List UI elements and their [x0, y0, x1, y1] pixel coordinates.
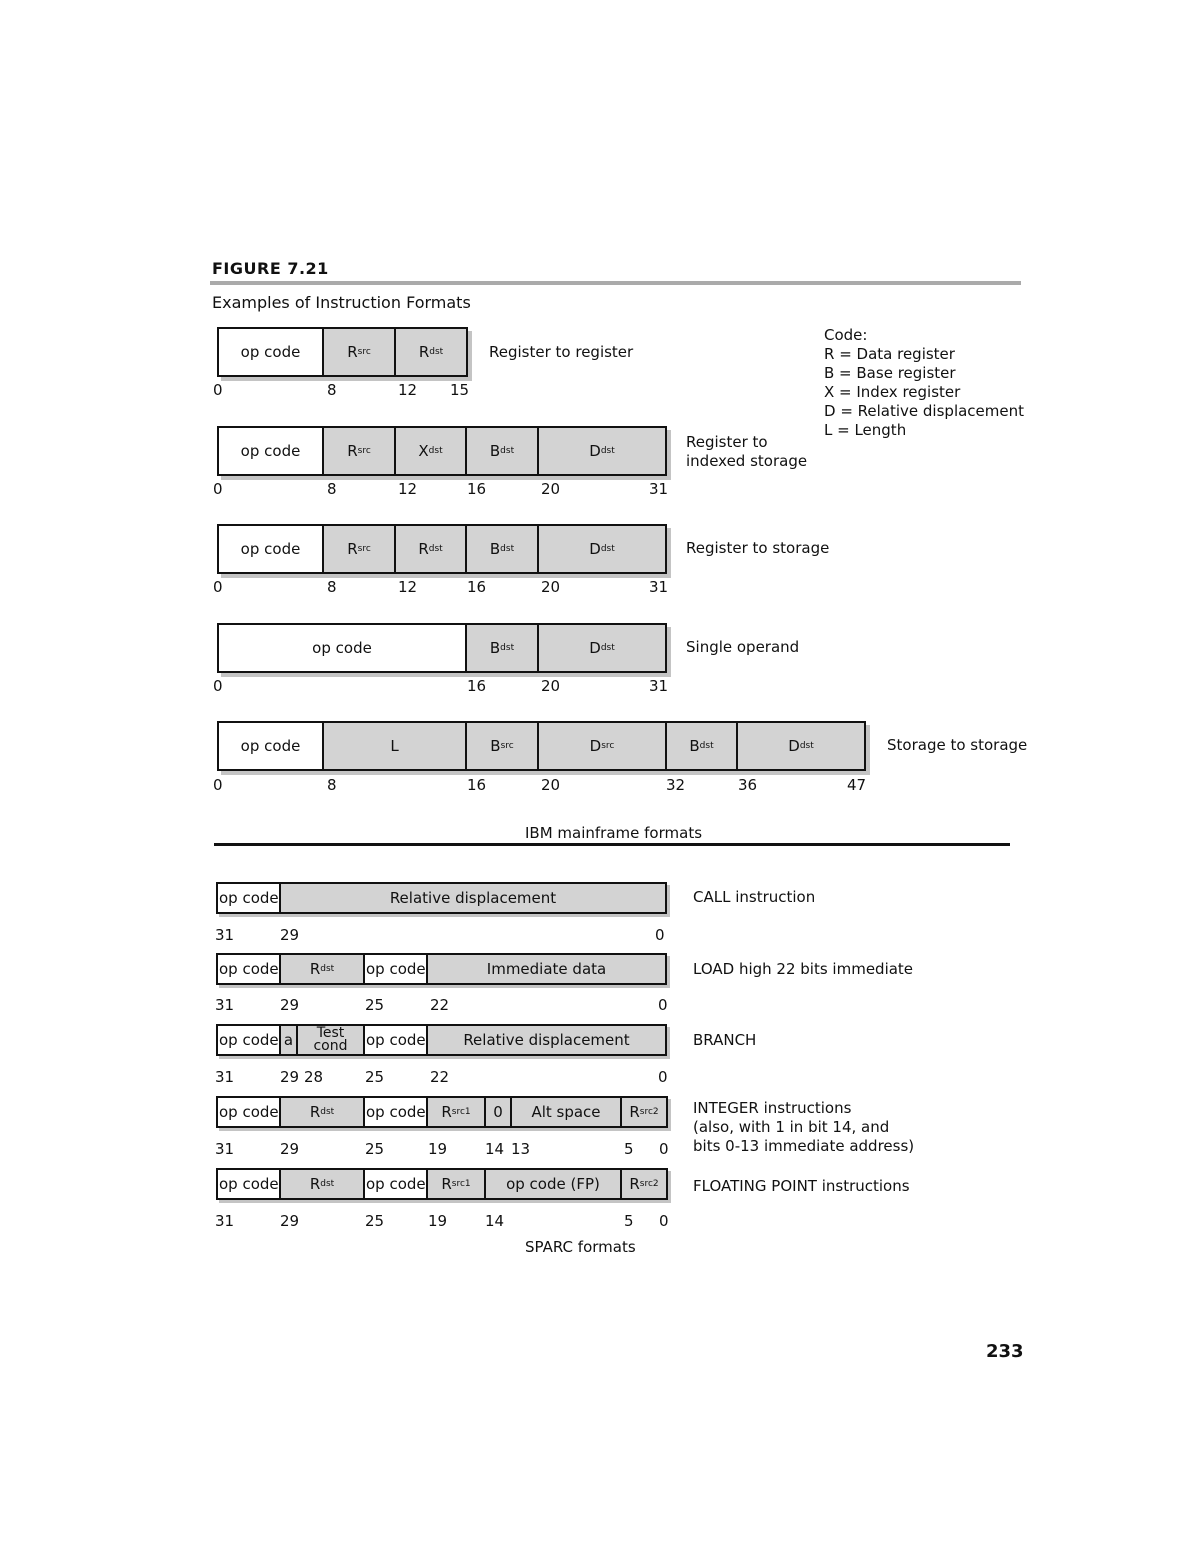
field-label: op code	[240, 342, 301, 361]
instruction-field	[363, 953, 428, 985]
instruction-field	[484, 1096, 512, 1128]
instruction-field	[537, 623, 667, 673]
instruction-field	[279, 1096, 365, 1128]
legend-item: B = Base register	[824, 364, 956, 382]
field-label: R	[347, 441, 358, 460]
field-shadow	[866, 725, 870, 775]
field-shadow	[667, 430, 671, 480]
legend-item: L = Length	[824, 421, 907, 439]
field-subscript: dst	[428, 445, 443, 456]
instruction-field	[736, 721, 866, 771]
instruction-format	[217, 327, 468, 377]
field-label: op code (FP)	[506, 1174, 600, 1193]
bit-number: 29	[280, 1212, 300, 1230]
field-subscript: dst	[600, 445, 615, 456]
bit-number: 5	[624, 1140, 634, 1158]
field-subscript: dst	[799, 740, 814, 751]
bit-number: 19	[428, 1212, 448, 1230]
field-shadow	[221, 574, 671, 578]
instruction-format	[216, 1096, 668, 1128]
instruction-format	[216, 1024, 667, 1056]
field-label: D	[589, 736, 602, 755]
instruction-field	[217, 426, 324, 476]
format-description: Register to storage	[686, 539, 830, 557]
format-description: Register to indexed storage	[686, 433, 808, 470]
bit-number: 32	[666, 776, 686, 794]
field-shadow	[667, 627, 671, 677]
instruction-field	[279, 953, 365, 985]
bit-number: 14	[485, 1140, 505, 1158]
field-label: op code	[219, 1030, 279, 1049]
field-subscript: dst	[320, 963, 335, 974]
field-label: 0	[493, 1102, 503, 1121]
field-shadow	[219, 985, 670, 988]
field-shadow	[219, 1056, 670, 1059]
field-label: D	[788, 736, 800, 755]
field-label: R	[629, 1174, 640, 1193]
field-subscript: dst	[500, 642, 515, 653]
field-label: B	[489, 441, 501, 460]
instruction-field	[426, 953, 667, 985]
field-label: B	[489, 539, 501, 558]
bit-number: 12	[398, 480, 418, 498]
field-label: D	[589, 638, 601, 657]
instruction-field	[363, 1024, 428, 1056]
bit-number: 31	[215, 1068, 235, 1086]
figure-header-rule	[210, 281, 1021, 285]
bit-number: 0	[213, 677, 223, 695]
bit-number: 16	[467, 677, 487, 695]
bit-number: 0	[658, 1068, 668, 1086]
bit-number: 5	[624, 1212, 634, 1230]
bit-number: 29	[280, 996, 300, 1014]
page-number: 233	[986, 1341, 1024, 1362]
field-subscript: src2	[639, 1106, 659, 1117]
instruction-field	[322, 426, 396, 476]
instruction-field	[394, 426, 467, 476]
field-subscript: src	[357, 346, 371, 357]
field-shadow	[221, 377, 472, 381]
field-label: Test cond	[313, 1025, 348, 1054]
field-subscript: dst	[500, 445, 515, 456]
field-subscript: src	[500, 740, 514, 751]
figure-label: FIGURE 7.21	[212, 259, 329, 278]
field-subscript: src2	[639, 1178, 659, 1189]
legend-item: D = Relative displacement	[824, 402, 1025, 420]
instruction-field	[426, 1024, 667, 1056]
field-subscript: dst	[500, 543, 515, 554]
bit-number: 28	[304, 1068, 324, 1086]
bit-number: 31	[649, 578, 669, 596]
instruction-field	[465, 524, 539, 574]
field-shadow	[219, 914, 670, 917]
legend-item: R = Data register	[824, 345, 955, 363]
instruction-field	[279, 1168, 365, 1200]
bit-number: 0	[658, 996, 668, 1014]
field-subscript: dst	[699, 740, 714, 751]
instruction-field	[465, 623, 539, 673]
bit-number: 13	[511, 1140, 531, 1158]
instruction-field	[322, 721, 467, 771]
bit-number: 16	[467, 480, 487, 498]
bit-number: 29	[280, 1140, 300, 1158]
bit-number: 20	[541, 677, 561, 695]
field-label: op code	[366, 1174, 426, 1193]
instruction-format	[217, 524, 667, 574]
ibm-group-rule	[214, 843, 1010, 846]
field-label: R	[418, 342, 430, 361]
instruction-field	[537, 524, 667, 574]
legend-title: Code:	[824, 326, 868, 344]
field-shadow	[219, 1200, 671, 1203]
field-label: Alt space	[531, 1102, 601, 1121]
instruction-field	[322, 524, 396, 574]
instruction-format	[216, 882, 667, 914]
bit-number: 25	[365, 996, 385, 1014]
bit-number: 25	[365, 1140, 385, 1158]
instruction-format	[217, 623, 667, 673]
format-description: Storage to storage	[887, 736, 1028, 754]
field-label: X	[418, 441, 429, 460]
field-label: op code	[219, 959, 279, 978]
field-label: R	[441, 1102, 452, 1121]
field-label: D	[589, 441, 601, 460]
field-subscript: src	[357, 543, 371, 554]
bit-number: 22	[430, 996, 450, 1014]
field-subscript: dst	[428, 543, 443, 554]
bit-number: 31	[649, 480, 669, 498]
field-subscript: src1	[451, 1178, 471, 1189]
figure-caption: Examples of Instruction Formats	[212, 293, 471, 312]
field-label: op code	[366, 959, 426, 978]
field-label: Relative displacement	[463, 1030, 630, 1049]
field-label: op code	[219, 888, 279, 907]
field-shadow	[668, 1099, 671, 1131]
instruction-format	[216, 1168, 668, 1200]
instruction-field	[465, 721, 539, 771]
format-description: LOAD high 22 bits immediate	[693, 960, 914, 978]
bit-number: 16	[467, 578, 487, 596]
field-label: Immediate data	[486, 959, 607, 978]
instruction-field	[426, 1096, 486, 1128]
instruction-field	[217, 524, 324, 574]
bit-number: 0	[213, 480, 223, 498]
field-label: R	[347, 539, 358, 558]
field-label: R	[309, 1102, 321, 1121]
instruction-field	[394, 327, 468, 377]
bit-number: 8	[327, 480, 337, 498]
bit-number: 12	[398, 578, 418, 596]
bit-number: 16	[467, 776, 487, 794]
bit-number: 25	[365, 1212, 385, 1230]
instruction-format	[216, 953, 667, 985]
field-shadow	[221, 476, 671, 480]
bit-number: 31	[649, 677, 669, 695]
field-label: op code	[366, 1102, 426, 1121]
bit-number: 29	[280, 1068, 300, 1086]
instruction-field	[465, 426, 539, 476]
format-description: FLOATING POINT instructions	[693, 1177, 910, 1195]
bit-number: 20	[541, 480, 561, 498]
field-label: op code	[240, 441, 301, 460]
field-label: Relative displacement	[389, 888, 557, 907]
sparc-group-title: SPARC formats	[525, 1238, 636, 1256]
field-subscript: src	[357, 445, 371, 456]
field-label: R	[418, 539, 429, 558]
field-label: B	[689, 736, 700, 755]
bit-number: 15	[450, 381, 470, 399]
bit-number: 20	[541, 776, 561, 794]
bit-number: 12	[398, 381, 418, 399]
format-description: Single operand	[686, 638, 800, 656]
field-label: op code	[240, 736, 301, 755]
instruction-field	[363, 1096, 428, 1128]
format-description: BRANCH	[693, 1031, 757, 1049]
bit-number: 22	[430, 1068, 450, 1086]
format-description: INTEGER instructions (also, with 1 in bit 14, and bits 0-13 immediate address)	[693, 1099, 915, 1155]
ibm-group-title: IBM mainframe formats	[525, 824, 703, 842]
field-shadow	[668, 1171, 671, 1203]
instruction-field	[216, 882, 281, 914]
field-subscript: dst	[320, 1106, 335, 1117]
instruction-field	[279, 882, 667, 914]
field-label: op code	[240, 539, 301, 558]
instruction-field	[394, 524, 467, 574]
bit-number: 8	[327, 578, 337, 596]
instruction-field	[363, 1168, 428, 1200]
bit-number: 20	[541, 578, 561, 596]
bit-number: 31	[215, 1212, 235, 1230]
field-label: op code	[219, 1102, 279, 1121]
instruction-field	[665, 721, 738, 771]
bit-number: 36	[738, 776, 758, 794]
bit-number: 19	[428, 1140, 448, 1158]
bit-number: 0	[213, 381, 223, 399]
instruction-field	[322, 327, 396, 377]
bit-number: 31	[215, 996, 235, 1014]
bit-number: 0	[213, 776, 223, 794]
instruction-format	[217, 426, 667, 476]
field-label: R	[309, 959, 321, 978]
instruction-field	[426, 1168, 486, 1200]
field-label: B	[490, 736, 501, 755]
field-label: a	[283, 1030, 294, 1049]
bit-number: 31	[215, 1140, 235, 1158]
field-label: R	[629, 1102, 640, 1121]
field-label: L	[390, 736, 399, 755]
instruction-field	[296, 1024, 365, 1056]
field-label: R	[309, 1174, 321, 1193]
bit-number: 14	[485, 1212, 505, 1230]
field-label: B	[489, 638, 501, 657]
field-label: R	[441, 1174, 452, 1193]
field-shadow	[221, 771, 870, 775]
instruction-field	[620, 1168, 668, 1200]
legend-item: X = Index register	[824, 383, 961, 401]
field-label: op code	[366, 1030, 426, 1049]
field-shadow	[219, 1128, 671, 1131]
instruction-field	[484, 1168, 622, 1200]
bit-number: 8	[327, 776, 337, 794]
field-shadow	[667, 528, 671, 578]
instruction-field	[620, 1096, 668, 1128]
instruction-format	[217, 721, 866, 771]
field-shadow	[468, 331, 472, 381]
format-description: Register to register	[489, 343, 634, 361]
field-subscript: dst	[600, 543, 615, 554]
format-description: CALL instruction	[693, 888, 816, 906]
instruction-field	[217, 327, 324, 377]
instruction-field	[537, 721, 667, 771]
field-shadow	[667, 1027, 670, 1059]
field-label: R	[347, 342, 358, 361]
bit-number: 8	[327, 381, 337, 399]
instruction-field	[510, 1096, 622, 1128]
field-subscript: dst	[600, 642, 615, 653]
instruction-field	[217, 623, 467, 673]
code-legend	[824, 326, 1024, 440]
field-label: D	[589, 539, 601, 558]
instruction-field	[216, 1096, 281, 1128]
field-shadow	[667, 956, 670, 988]
field-subscript: dst	[320, 1178, 335, 1189]
bit-number: 29	[280, 926, 300, 944]
instruction-field	[216, 953, 281, 985]
field-label: op code	[219, 1174, 279, 1193]
bit-number: 0	[213, 578, 223, 596]
instruction-field	[216, 1024, 281, 1056]
bit-number: 0	[659, 1140, 669, 1158]
field-subscript: src1	[451, 1106, 471, 1117]
instruction-field	[537, 426, 667, 476]
field-label: op code	[312, 638, 372, 657]
bit-number: 0	[659, 1212, 669, 1230]
instruction-field	[217, 721, 324, 771]
field-subscript: src	[601, 740, 615, 751]
bit-number: 0	[655, 926, 665, 944]
field-shadow	[221, 673, 671, 677]
bit-number: 31	[215, 926, 235, 944]
field-subscript: dst	[429, 346, 444, 357]
field-shadow	[667, 885, 670, 917]
instruction-field	[216, 1168, 281, 1200]
bit-number: 47	[847, 776, 867, 794]
bit-number: 25	[365, 1068, 385, 1086]
